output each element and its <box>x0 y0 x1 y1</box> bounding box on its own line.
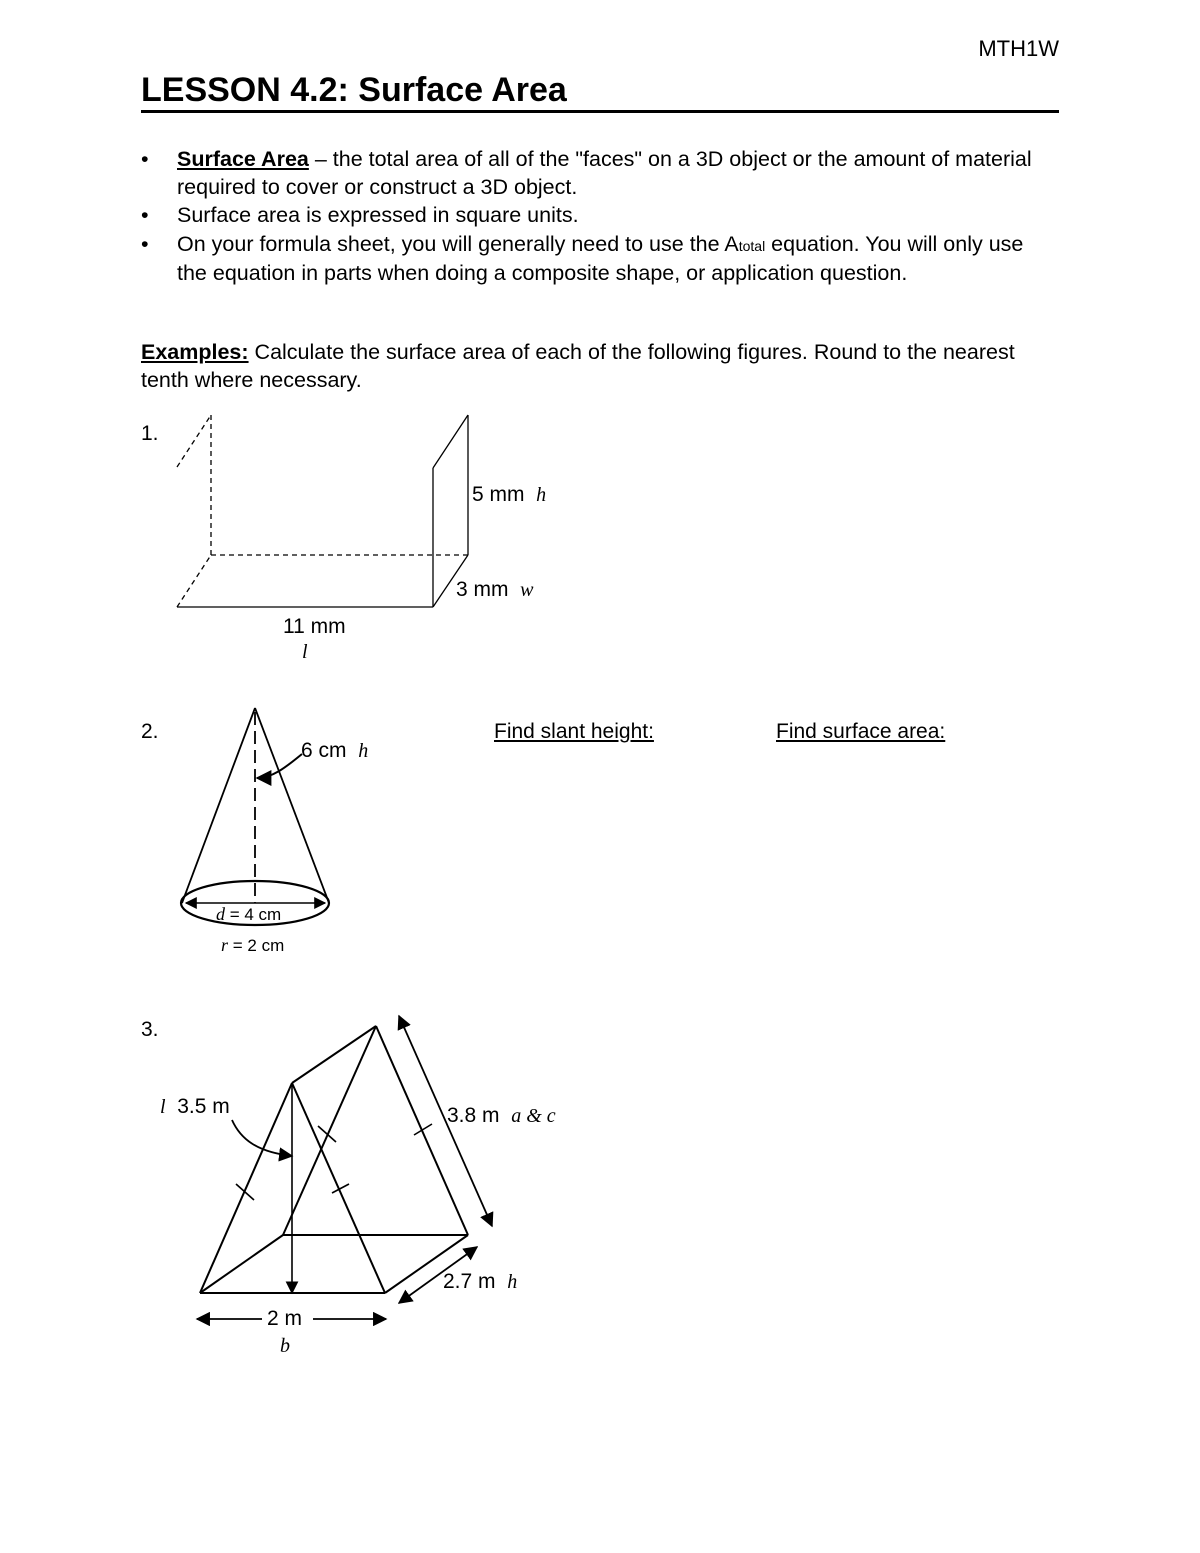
height-label <box>472 483 546 507</box>
base-variable: b <box>280 1335 290 1357</box>
radius-variable: r <box>221 935 229 955</box>
radius-value: = 2 cm <box>228 936 285 955</box>
side-variable: a & c <box>511 1105 556 1127</box>
width-variable: w <box>520 579 534 601</box>
width-value: 3 mm <box>456 578 509 601</box>
height-value: 5 mm <box>472 483 525 506</box>
cone-height-variable: h <box>358 740 369 762</box>
slant-variable: l <box>160 1096 166 1118</box>
problem-number: 1. <box>141 422 159 445</box>
length-value: 11 mm <box>283 615 346 638</box>
problem-number: 3. <box>141 1018 159 1041</box>
rectangular-prism-figure <box>177 415 468 607</box>
prism-length-label <box>443 1270 517 1294</box>
prism-length-variable: h <box>507 1271 518 1293</box>
slant-value: 3.5 m <box>177 1095 230 1118</box>
page-title: LESSON 4.2: Surface Area <box>141 70 1059 113</box>
diameter-variable: d <box>216 904 225 924</box>
course-code: MTH1W <box>978 36 1059 61</box>
height-variable: h <box>536 484 547 506</box>
units-note: Surface area is expressed in square units. <box>177 203 579 227</box>
formula-note-end: equation. You will only use the equation in parts when doing a composite shape, or application question. <box>177 231 1024 285</box>
prism-length-value: 2.7 m <box>443 1270 496 1293</box>
cone-height-value: 6 cm <box>301 739 347 762</box>
width-label <box>456 578 534 602</box>
length-variable: l <box>302 641 308 663</box>
surface-area-prompt: Find surface area: <box>776 720 946 743</box>
diameter-label <box>216 904 281 925</box>
slant-label <box>160 1095 230 1119</box>
base-value: 2 m <box>267 1307 303 1330</box>
radius-label <box>221 935 284 956</box>
examples-label: Examples: <box>141 340 249 364</box>
slant-height-prompt: Find slant height: <box>494 720 654 743</box>
side-label <box>447 1104 556 1128</box>
examples-text: Calculate the surface area of each of the following figures. Round to the nearest tenth where necessary. <box>141 340 1015 392</box>
diameter-value: = 4 cm <box>225 905 282 924</box>
problem-number: 2. <box>141 720 159 743</box>
side-value: 3.8 m <box>447 1104 500 1127</box>
term-surface-area: Surface Area <box>177 147 309 171</box>
formula-note-start: On your formula sheet, you will generally need to use the A <box>177 231 739 256</box>
formula-subscript: total <box>738 237 766 254</box>
cone-height-label <box>301 739 368 763</box>
definition-text: – the total area of all of the "faces" on a 3D object or the amount of material required to cover or construct a 3D object. <box>177 147 1032 199</box>
